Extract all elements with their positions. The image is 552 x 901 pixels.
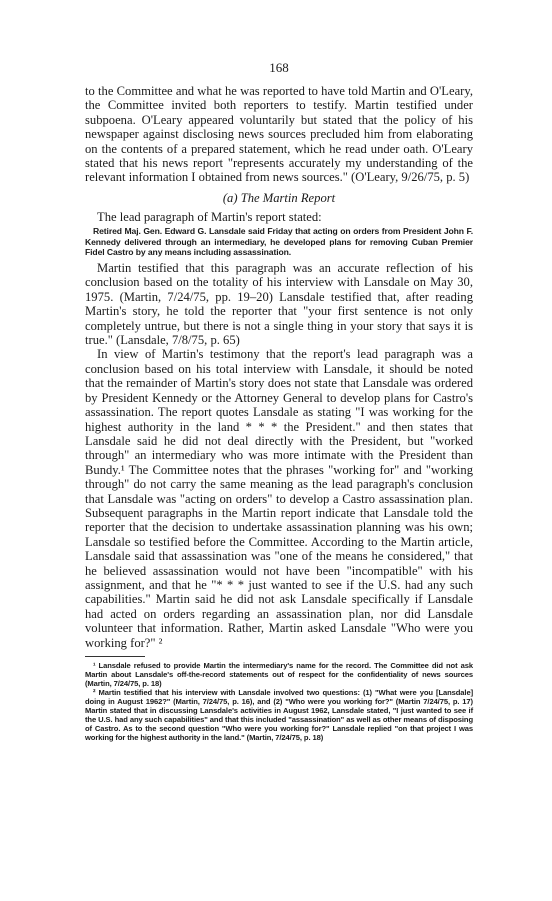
footnote-2: ² Martin testified that his interview with Lansdale involved two questions: (1) "What were you [Lansdale] doing in August 1962?" (Martin, 7/24/75, p. 16), and (2) "Who were you working for?" (Martin 7/24/75, p. 17) Martin stated that in discussing Lansdale's activities in August 1962, Lansdale stated, "I just wanted to see if the U.S. had any such capabilities" and that this included "assassination" as well as other means of disposing of Castro. As to the second question "Who were you working for?" Lansdale replied "on that project I was working for the highest authority in the land." (Martin, 7/24/75, p. 18) bbox=[85, 688, 473, 742]
section-heading: (a) The Martin Report bbox=[222, 190, 336, 205]
body-paragraph-1: to the Committee and what he was reported to have told Martin and O'Leary, the Committee invited both reporters to testify. Martin testified under subpoena. O'Leary appeared voluntarily but stated that the policy of his newspaper against disclosing news sources precluded him from elaborating on the contents of a prepared statement, which he read under oath. O'Leary stated that his news report "represents accurately my understanding of the relevant information I obtained from news sources." (O'Leary, 9/26/75, p. 5) bbox=[85, 84, 473, 185]
body-paragraph-4: In view of Martin's testimony that the report's lead paragraph was a conclusion based on his total interview with Lansdale, it should be noted that the remainder of Martin's story does not state that Lansdale was ordered by President Kennedy or the Attorney General to develop plans for Castro's assassination. The report quotes Lansdale as stating "I was working for the highest authority in the land * * * the President." and then states that Lansdale said he did not deal directly with the President, but "worked through" an intermediary who was more intimate with the President than Bundy.¹ The Committee notes that the phrases "working for" and "working through" do not carry the same meaning as the lead paragraph's conclusion that Lansdale was "acting on orders" to develop a Castro assassination plan. Subsequent paragraphs in the Martin report indicate that Lansdale told the reporter that the decision to undertake assassination planning was his own; Lansdale so testified before the Committee. According to the Martin article, Lansdale said that assassination was "one of the means he considered," that he believed assassination would not have been "incompatible" with his assignment, and that he "* * * just wanted to see if the U.S. had any such capabilities." Martin said he did not ask Lansdale specifically if Lansdale had acted on orders regarding an assassination plan, nor did Lansdale volunteer that information. Rather, Martin asked Lansdale "Who were you working for?" ² bbox=[85, 347, 473, 650]
body-paragraph-3: Martin testified that this paragraph was an accurate reflection of his conclusion based on the totality of his interview with Lansdale on May 30, 1975. (Martin, 7/24/75, pp. 19–20) Lansdale testified that, after reading Martin's story, he told the reporter that "your first sentence is not only completely untrue, but there is not a single thing in your story that says it is true." (Lansdale, 7/8/75, p. 65) bbox=[85, 261, 473, 348]
block-quote: Retired Maj. Gen. Edward G. Lansdale said Friday that acting on orders from President John F. Kennedy delivered through an intermediary, he developed plans for removing Cuban Premier Fidel Castro by any means including assassination. bbox=[85, 226, 473, 258]
footnote-divider bbox=[85, 656, 145, 657]
footnote-1: ¹ Lansdale refused to provide Martin the intermediary's name for the record. The Committee did not ask Martin about Lansdale's off-the-record statements out of respect for the confidentiality of news sources (Martin, 7/24/75, p. 18) bbox=[85, 661, 473, 688]
page-number: 168 bbox=[269, 60, 289, 75]
body-paragraph-2: The lead paragraph of Martin's report stated: bbox=[97, 209, 322, 224]
document-page bbox=[85, 60, 473, 742]
